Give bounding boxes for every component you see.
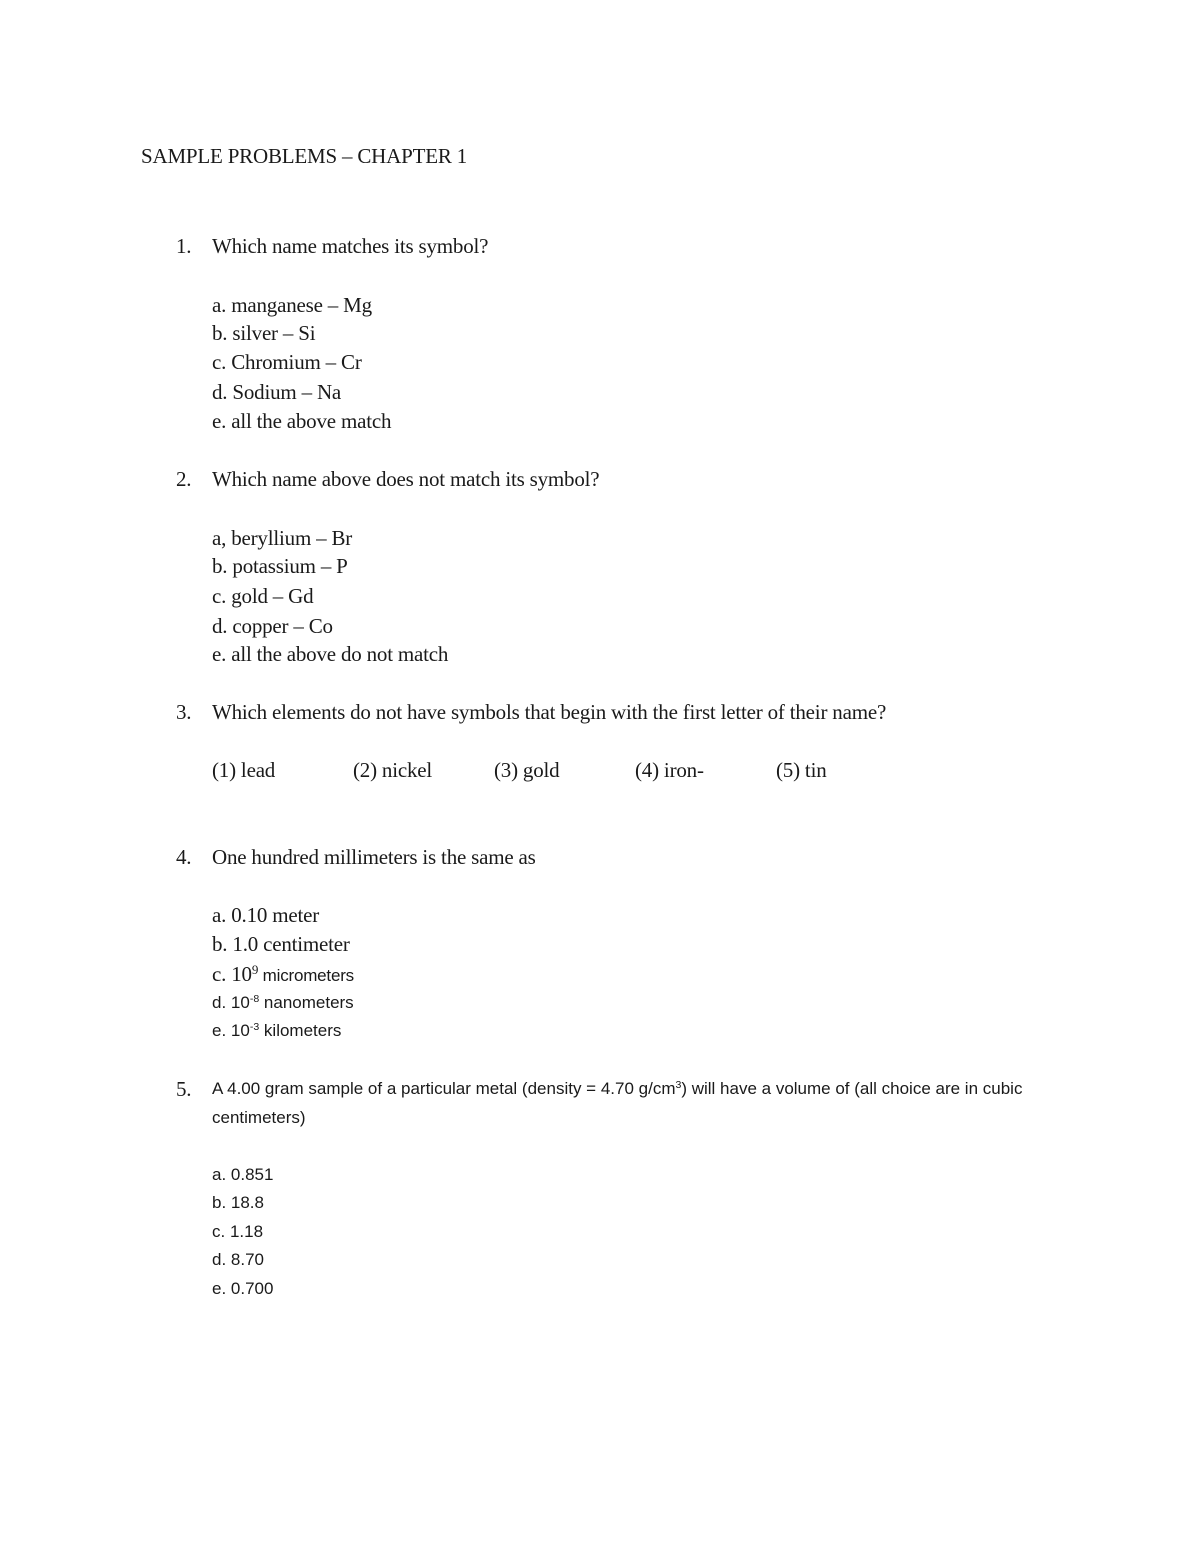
option-unit: nanometers — [259, 993, 354, 1012]
answer-option: e. 0.700 — [212, 1279, 274, 1298]
answer-option: d. copper – Co — [212, 614, 333, 638]
answer-option: d. 8.70 — [212, 1250, 264, 1269]
question-number: 5. — [176, 1077, 192, 1101]
answer-option: a, beryllium – Br — [212, 526, 353, 550]
question-text-part: A 4.00 gram sample of a particular metal (density = 4.70 g/cm — [212, 1079, 676, 1098]
answer-option — [212, 994, 354, 1011]
page-title: SAMPLE PROBLEMS – CHAPTER 1 — [141, 144, 467, 168]
question-text-part: ) will have a volume of (all choice are in cubic centimeters) — [212, 1079, 1023, 1127]
option-text: c. 10 — [212, 962, 252, 986]
question-number: 3. — [176, 700, 192, 724]
exponent: 9 — [251, 961, 259, 977]
answer-option: b. 18.8 — [212, 1193, 264, 1212]
question-text: Which name above does not match its symbol? — [212, 467, 600, 491]
answer-choice: (2) nickel — [353, 758, 433, 782]
answer-choice: (3) gold — [494, 758, 560, 782]
answer-choice: (4) iron- — [635, 758, 704, 782]
answer-option — [212, 1022, 341, 1039]
question-text: Which elements do not have symbols that begin with the first letter of their name? — [212, 700, 887, 724]
answer-option: b. potassium – P — [212, 554, 348, 578]
exponent: -8 — [249, 993, 260, 1006]
answer-choice: (1) lead — [212, 758, 276, 782]
option-text: b. 1.0 centimeter — [212, 932, 350, 956]
exponent: -3 — [249, 1021, 260, 1034]
answer-option: e. all the above match — [212, 409, 392, 433]
answer-option: c. gold – Gd — [212, 584, 314, 608]
answer-option: e. all the above do not match — [212, 642, 449, 666]
option-unit: micrometers — [258, 966, 354, 985]
answer-option: b. silver – Si — [212, 321, 316, 345]
question-text: One hundred millimeters is the same as — [212, 845, 536, 869]
option-text: a. 0.10 meter — [212, 903, 320, 927]
answer-option: a. 0.851 — [212, 1165, 274, 1184]
question-text — [212, 1074, 1072, 1132]
answer-option: a. manganese – Mg — [212, 293, 372, 317]
answer-option: c. Chromium – Cr — [212, 350, 362, 374]
question-number: 2. — [176, 467, 192, 491]
answer-option — [212, 905, 319, 926]
question-number: 1. — [176, 234, 192, 258]
answer-option: d. Sodium – Na — [212, 380, 342, 404]
option-text: d. 10 — [212, 993, 250, 1012]
answer-choice: (5) tin — [776, 758, 827, 782]
option-unit: kilometers — [259, 1021, 342, 1040]
answer-option — [212, 934, 350, 955]
answer-option — [212, 961, 354, 986]
answer-option: c. 1.18 — [212, 1222, 264, 1241]
option-text: e. 10 — [212, 1021, 250, 1040]
question-number: 4. — [176, 845, 192, 869]
exponent: 3 — [675, 1079, 682, 1092]
question-text: Which name matches its symbol? — [212, 234, 489, 258]
